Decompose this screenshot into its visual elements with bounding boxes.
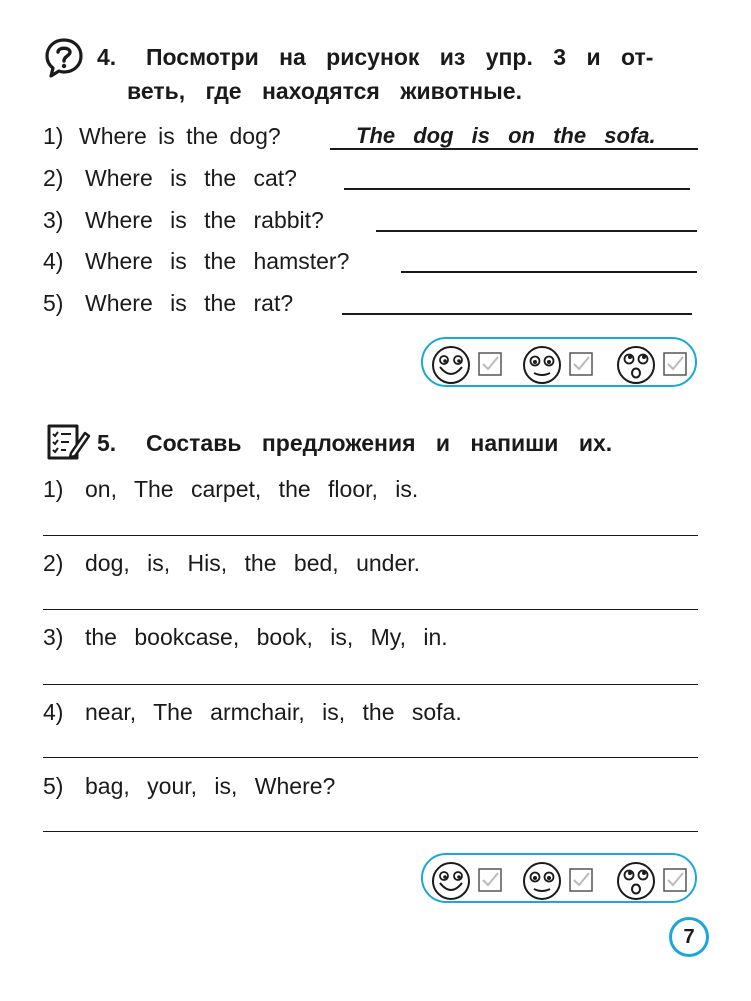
exercise-4-question-3: [43, 207, 324, 234]
self-assessment-box: [421, 337, 697, 387]
question-text: Where is the dog?: [79, 123, 281, 149]
self-assessment-box: [421, 853, 697, 903]
exercise-4-number: 4.: [97, 44, 117, 70]
answer-line-2[interactable]: [344, 188, 690, 190]
writing-line-4[interactable]: [43, 757, 698, 758]
worried-face-icon: [616, 861, 656, 901]
exercise-5-number: 5.: [97, 430, 117, 456]
question-number: 2): [43, 165, 64, 191]
question-mark-icon: [44, 37, 84, 79]
exercise-5-item-5: [43, 773, 335, 800]
checkbox-neutral[interactable]: [569, 352, 593, 376]
worried-face-icon: [616, 345, 656, 385]
exercise-5-item-2: [43, 550, 420, 577]
exercise-4-question-4: [43, 248, 349, 275]
exercise-5-item-3: [43, 624, 448, 651]
exercise-4-question-2: [43, 165, 297, 192]
exercise-5-item-4: [43, 699, 462, 726]
checkbox-worried[interactable]: [663, 868, 687, 892]
scrambled-words: bag, your, is, Where?: [85, 773, 336, 799]
question-number: 3): [43, 207, 64, 233]
question-number: 5): [43, 290, 64, 316]
exercise-4-question-1: [43, 123, 281, 150]
checkbox-happy[interactable]: [478, 352, 502, 376]
scrambled-words: dog, is, His, the bed, under.: [85, 550, 421, 576]
item-number: 5): [43, 773, 64, 799]
item-number: 2): [43, 550, 64, 576]
answer-line-3[interactable]: [376, 230, 697, 232]
scrambled-words: the bookcase, book, is, My, in.: [85, 624, 448, 650]
answer-line-1[interactable]: [330, 148, 698, 150]
page-number: 7: [669, 917, 709, 957]
checkbox-worried[interactable]: [663, 352, 687, 376]
pencil-checklist-icon: [44, 423, 92, 461]
item-number: 3): [43, 624, 64, 650]
item-number: 1): [43, 476, 64, 502]
writing-line-5[interactable]: [43, 831, 698, 832]
answer-line-4[interactable]: [401, 271, 697, 273]
scrambled-words: near, The armchair, is, the sofa.: [85, 699, 462, 725]
checkbox-neutral[interactable]: [569, 868, 593, 892]
exercise-5-item-1: [43, 476, 418, 503]
exercise-4-question-5: [43, 290, 293, 317]
question-text: Where is the cat?: [85, 165, 297, 191]
happy-face-icon: [431, 345, 471, 385]
exercise-4-answer-1: The dog is on the sofa.: [356, 123, 656, 148]
neutral-face-icon: [522, 861, 562, 901]
writing-line-2[interactable]: [43, 609, 698, 610]
question-text: Where is the hamster?: [85, 248, 350, 274]
happy-face-icon: [431, 861, 471, 901]
question-number: 4): [43, 248, 64, 274]
question-text: Where is the rabbit?: [85, 207, 324, 233]
exercise-4-title-line-2: веть, где находятся животные.: [127, 78, 522, 104]
exercise-5-title: Составь предложения и напиши их.: [146, 430, 613, 456]
checkbox-happy[interactable]: [478, 868, 502, 892]
answer-line-5[interactable]: [342, 313, 692, 315]
question-number: 1): [43, 123, 64, 149]
neutral-face-icon: [522, 345, 562, 385]
scrambled-words: on, The carpet, the floor, is.: [85, 476, 419, 502]
item-number: 4): [43, 699, 64, 725]
question-text: Where is the rat?: [85, 290, 294, 316]
writing-line-3[interactable]: [43, 684, 698, 685]
writing-line-1[interactable]: [43, 535, 698, 536]
exercise-4-title-line-1: Посмотри на рисунок из упр. 3 и от-: [146, 44, 654, 70]
